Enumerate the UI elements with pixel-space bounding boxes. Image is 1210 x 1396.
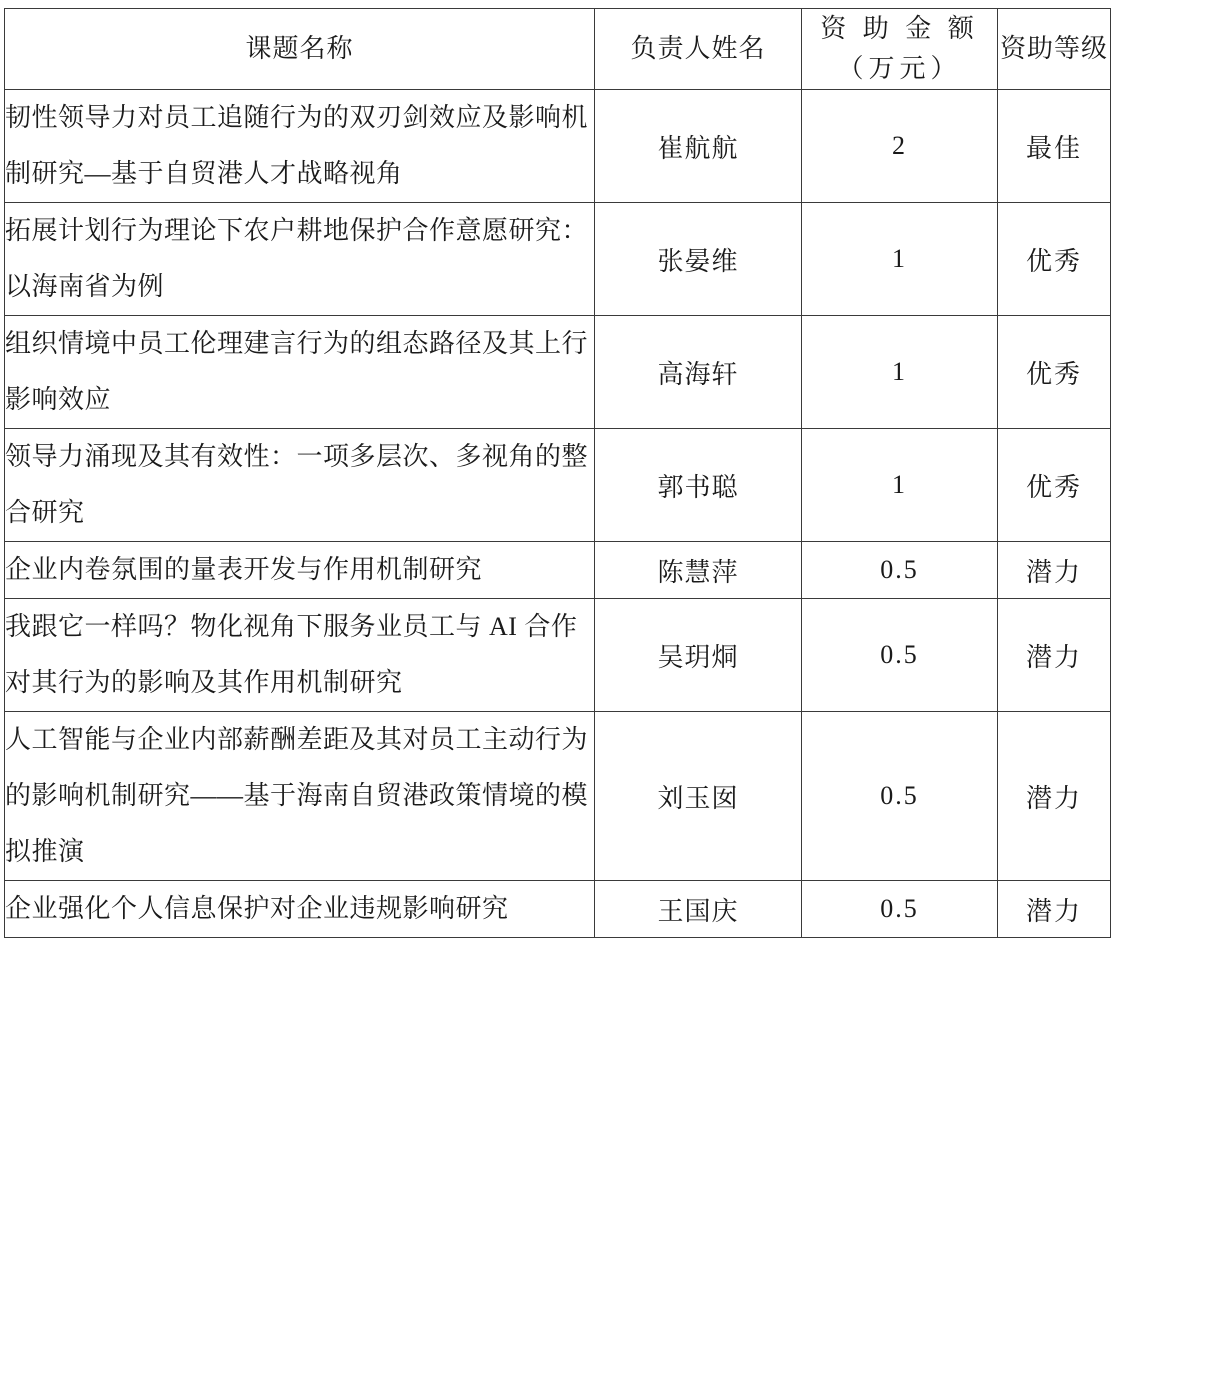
cell-title: 韧性领导力对员工追随行为的双刃剑效应及影响机制研究—基于自贸港人才战略视角 bbox=[5, 90, 595, 203]
cell-person: 刘玉囡 bbox=[595, 712, 802, 881]
cell-person: 崔航航 bbox=[595, 90, 802, 203]
cell-level: 潜力 bbox=[998, 881, 1111, 938]
cell-amount: 1 bbox=[802, 316, 998, 429]
table-row bbox=[5, 90, 1111, 203]
column-header-title: 课题名称 bbox=[5, 9, 595, 90]
cell-person: 郭书聪 bbox=[595, 429, 802, 542]
cell-amount: 2 bbox=[802, 90, 998, 203]
cell-title: 企业内卷氛围的量表开发与作用机制研究 bbox=[5, 542, 595, 599]
cell-level: 优秀 bbox=[998, 203, 1111, 316]
table-row bbox=[5, 429, 1111, 542]
column-header-person: 负责人姓名 bbox=[595, 9, 802, 90]
column-header-amount-line1: 资 助 金 额 bbox=[820, 14, 979, 43]
cell-level: 优秀 bbox=[998, 316, 1111, 429]
cell-title: 组织情境中员工伦理建言行为的组态路径及其上行影响效应 bbox=[5, 316, 595, 429]
column-header-level: 资助等级 bbox=[998, 9, 1111, 90]
cell-title: 拓展计划行为理论下农户耕地保护合作意愿研究：以海南省为例 bbox=[5, 203, 595, 316]
cell-amount: 0.5 bbox=[802, 542, 998, 599]
cell-title: 我跟它一样吗？物化视角下服务业员工与 AI 合作对其行为的影响及其作用机制研究 bbox=[5, 599, 595, 712]
cell-person: 王国庆 bbox=[595, 881, 802, 938]
table-header bbox=[5, 9, 1111, 90]
cell-title: 领导力涌现及其有效性：一项多层次、多视角的整合研究 bbox=[5, 429, 595, 542]
cell-level: 潜力 bbox=[998, 712, 1111, 881]
cell-amount: 0.5 bbox=[802, 599, 998, 712]
cell-person: 张晏维 bbox=[595, 203, 802, 316]
cell-amount: 0.5 bbox=[802, 881, 998, 938]
cell-person: 吴玥烔 bbox=[595, 599, 802, 712]
table-row bbox=[5, 712, 1111, 881]
cell-level: 潜力 bbox=[998, 542, 1111, 599]
cell-amount: 1 bbox=[802, 429, 998, 542]
cell-title: 人工智能与企业内部薪酬差距及其对员工主动行为的影响机制研究——基于海南自贸港政策情境的模拟推演 bbox=[5, 712, 595, 881]
table-row bbox=[5, 203, 1111, 316]
cell-person: 陈慧萍 bbox=[595, 542, 802, 599]
cell-title: 企业强化个人信息保护对企业违规影响研究 bbox=[5, 881, 595, 938]
cell-level: 优秀 bbox=[998, 429, 1111, 542]
cell-amount: 0.5 bbox=[802, 712, 998, 881]
cell-level: 潜力 bbox=[998, 599, 1111, 712]
column-header-amount-line2: （万元） bbox=[837, 54, 962, 83]
table-header-row bbox=[5, 9, 1111, 90]
table-row bbox=[5, 599, 1111, 712]
cell-person: 高海轩 bbox=[595, 316, 802, 429]
table-body bbox=[5, 90, 1111, 938]
column-header-amount bbox=[802, 9, 998, 90]
table-row bbox=[5, 316, 1111, 429]
table-row bbox=[5, 881, 1111, 938]
cell-amount: 1 bbox=[802, 203, 998, 316]
cell-level: 最佳 bbox=[998, 90, 1111, 203]
table-row bbox=[5, 542, 1111, 599]
grant-table bbox=[4, 8, 1111, 938]
